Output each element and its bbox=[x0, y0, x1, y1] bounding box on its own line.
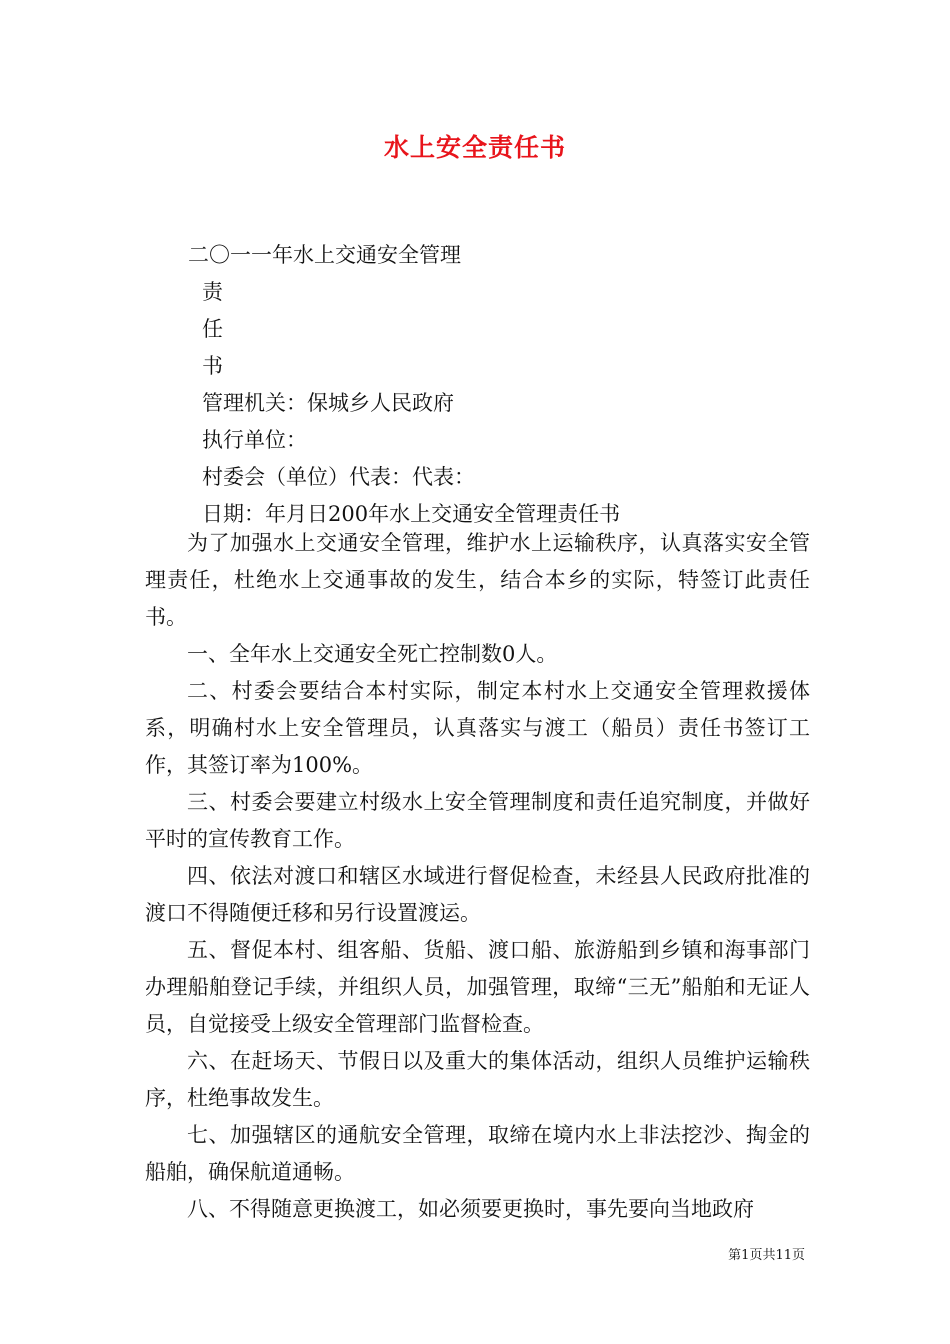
paragraph-clause-7: 七、加强辖区的通航安全管理，取缔在境内水上非法挖沙、掏金的船舶，确保航道通畅。 bbox=[145, 1123, 810, 1184]
body-text bbox=[145, 525, 810, 1228]
cover-line-executor: 执行单位： bbox=[202, 428, 307, 452]
paragraph-clause-1: 一、全年水上交通安全死亡控制数0人。 bbox=[187, 642, 558, 666]
paragraph-clause-2: 二、村委会要结合本村实际，制定本村水上交通安全管理救援体系，明确村水上安全管理员，认真落实与渡工（船员）责任书签订工作，其签订率为100%。 bbox=[145, 679, 810, 777]
paragraph-clause-5: 五、督促本村、组客船、货船、渡口船、旅游船到乡镇和海事部门办理船舶登记手续，并组织人员，加强管理，取缔“三无”船舶和无证人员，自觉接受上级安全管理部门监督检查。 bbox=[145, 938, 810, 1036]
cover-line-authority: 管理机关：保城乡人民政府 bbox=[202, 391, 454, 415]
cover-line-char-ren: 任 bbox=[202, 317, 223, 341]
paragraph-clause-4: 四、依法对渡口和辖区水域进行督促检查，未经县人民政府批准的渡口不得随便迁移和另行设置渡运。 bbox=[145, 864, 810, 925]
paragraph-clause-3: 三、村委会要建立村级水上安全管理制度和责任追究制度，并做好平时的宣传教育工作。 bbox=[145, 790, 810, 851]
page-number-footer: 第1页共11页 bbox=[728, 1248, 805, 1263]
cover-line-char-shu: 书 bbox=[202, 354, 223, 378]
paragraph-intro: 为了加强水上交通安全管理，维护水上运输秩序，认真落实安全管理责任，杜绝水上交通事故的发生，结合本乡的实际，特签订此责任书。 bbox=[145, 531, 810, 629]
cover-line-representatives: 村委会（单位）代表：代表： bbox=[202, 465, 475, 489]
document-title: 水上安全责任书 bbox=[383, 133, 566, 162]
cover-line-char-ze: 责 bbox=[202, 280, 223, 304]
cover-line-date: 日期：年月日200年水上交通安全管理责任书 bbox=[202, 502, 621, 526]
paragraph-clause-6: 六、在赶场天、节假日以及重大的集体活动，组织人员维护运输秩序，杜绝事故发生。 bbox=[145, 1049, 810, 1110]
paragraph-clause-8: 八、不得随意更换渡工，如必须要更换时，事先要向当地政府 bbox=[187, 1197, 754, 1221]
cover-line-year-title: 二〇一一年水上交通安全管理 bbox=[188, 243, 461, 267]
